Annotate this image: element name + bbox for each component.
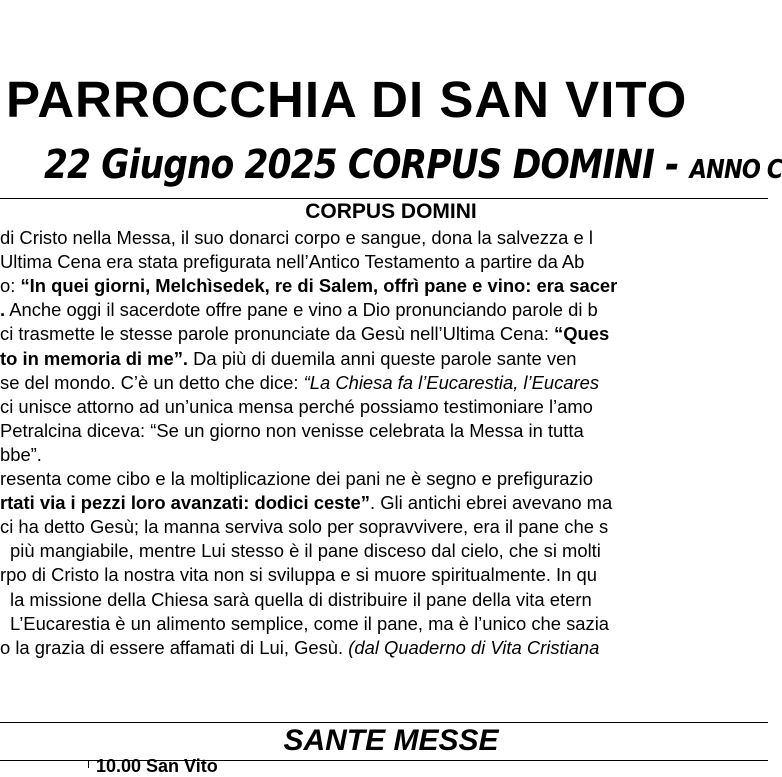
article-line — [0, 467, 593, 491]
article-text: di Cristo nella Messa, il suo donarci corpo e sangue, dona la salvezza e l — [0, 227, 593, 248]
article-line — [0, 636, 599, 660]
bold-quote: “In quei giorni, Melchìsedek, re di Salem, offrì pane e vino: era sacer — [20, 275, 618, 297]
article-text: Petralcina diceva: “Se un giorno non venisse celebrata la Messa in tutta — [0, 419, 584, 441]
masses-table-column-divider — [88, 760, 89, 768]
article-line — [0, 274, 617, 298]
masses-divider — [0, 722, 768, 723]
article-line — [0, 322, 609, 346]
bold-quote: rtati via i pezzi loro avanzati: dodici ceste” — [0, 492, 370, 514]
article-text: . Gli antichi ebrei avevano ma — [369, 492, 613, 514]
article-line — [0, 419, 584, 443]
bold-quote: . — [0, 299, 6, 321]
article-text: ci unisce attorno ad un’unica mensa perché possiamo testimoniare l’amo — [0, 395, 593, 417]
article-line — [0, 250, 584, 274]
italic-quote: “La Chiesa fa l’Eucarestia, l’Eucares — [303, 371, 600, 393]
article-line — [10, 612, 609, 636]
top-divider — [0, 198, 768, 199]
article-line — [0, 371, 599, 395]
article-text: rpo di Cristo la nostra vita non si sviluppa e si muore spiritualmente. In qu — [0, 564, 597, 586]
article-text: ci trasmette le stesse parole pronunciate da Gesù nell’Ultima Cena: — [0, 323, 555, 345]
article-text: o la grazia di essere affamati di Lui, Gesù. — [0, 636, 349, 658]
article-text: Anche oggi il sacerdote offre pane e vino a Dio pronunciando parole di b — [5, 299, 598, 321]
article-text: resenta come cibo e la moltiplicazione dei pani ne è segno e prefigurazio — [0, 468, 593, 489]
article-text: bbe”. — [0, 443, 42, 465]
article-line — [10, 588, 592, 612]
bold-quote: to in memoria di me”. — [0, 347, 189, 369]
article-text: Ultima Cena era stata prefigurata nell’Antico Testamento a partire da Ab — [0, 251, 585, 273]
article-text: ci ha detto Gesù; la manna serviva solo per sopravvivere, era il pane che s — [0, 516, 609, 538]
date-feast: 22 Giugno 2025 CORPUS DOMINI - — [44, 142, 690, 188]
parish-title: PARROCCHIA DI SAN VITO — [6, 71, 688, 128]
article-line — [10, 539, 601, 563]
article-text: o: — [0, 275, 21, 297]
liturgical-year: ANNO C — [689, 155, 782, 185]
article-line — [0, 298, 598, 322]
article-line — [0, 443, 42, 467]
article-line — [0, 347, 577, 371]
bold-quote: “Ques — [554, 323, 610, 345]
article-text: la missione della Chiesa sarà quella di distribuire il pane della vita etern — [10, 588, 592, 610]
article-line — [0, 515, 608, 539]
article-line — [0, 226, 593, 250]
italic-quote: (dal Quaderno di Vita Cristiana — [348, 636, 600, 658]
article-line — [0, 491, 612, 515]
article-line — [0, 563, 597, 587]
masses-heading: SANTE MESSE — [283, 724, 499, 757]
article-text: più mangiabile, mentre Lui stesso è il pane disceso dal cielo, che si molti — [10, 540, 601, 562]
masses-first-row: 10.00 San Vito — [96, 756, 218, 776]
article-text: se del mondo. C’è un detto che dice: — [0, 371, 304, 393]
article-line — [0, 395, 593, 419]
article-text: L’Eucarestia è un alimento semplice, come il pane, ma è l’unico che sazia — [10, 612, 610, 634]
date-subtitle — [44, 142, 782, 188]
article-text: Da più di duemila anni queste parole sante ven — [188, 347, 577, 369]
article-heading: CORPUS DOMINI — [305, 200, 477, 223]
